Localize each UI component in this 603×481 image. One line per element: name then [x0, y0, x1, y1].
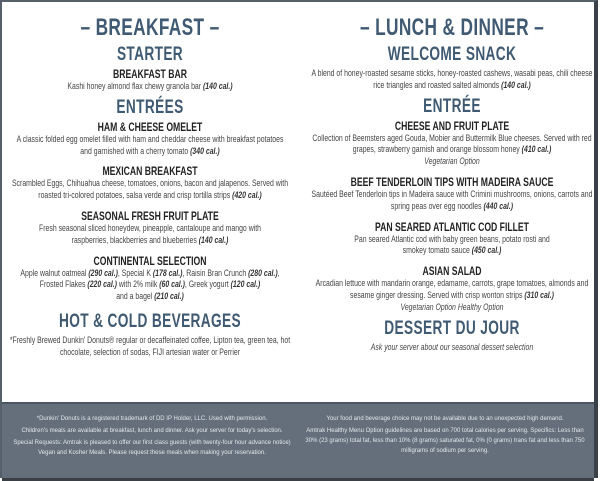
footer-right	[300, 414, 590, 456]
item-desc: Sautéed Beef Tenderloin tips in Madeira sauce with Crimini mushrooms, onions, carrots and spring peas over egg noodles (440 cal.)	[311, 188, 593, 212]
beverages-heading: HOT & COLD BEVERAGES	[58, 310, 242, 332]
lunch-title: – LUNCH & DINNER –	[359, 14, 545, 41]
item-name: PAN SEARED ATLANTIC COD FILLET	[375, 219, 529, 234]
item-desc: Collection of Beemsters aged Gouda, Mobier and Buttermilk Blue cheeses. Served with red grapes, strawberry garnish and orange blossom honey (410 cal.) Vegetarian Option	[312, 132, 592, 168]
welcome-snack-heading: WELCOME SNACK	[387, 44, 517, 65]
item-desc: Apple walnut oatmeal (290 cal.), Special K (178 cal.), Raisin Bran Crunch (280 cal.), Frosted Flakes (220 cal.) with 2% milk (60 cal.), Greek yogurt (120 cal.) and a bagel (210 cal.)	[20, 267, 280, 303]
beverages-desc: *Freshly Brewed Dunkin' Donuts® regular or decaffeinated coffee, Lipton tea, green tea, hot chocolate, selection of sodas, FIJI artesian water or Perrier	[9, 334, 291, 358]
item-desc: Fresh seasonal sliced honeydew, pineapple, cantaloupe and mango with raspberries, blackberries and blueberries (140 cal.)	[39, 222, 261, 246]
item-desc: Pan seared Atlantic cod with baby green beans, potato rosti and smokey tomato sauce (450 cal.)	[354, 233, 550, 257]
item-name: CHEESE AND FRUIT PLATE	[394, 118, 510, 133]
breakfast-bar-name: BREAKFAST BAR	[113, 67, 187, 81]
item-desc: A classic folded egg omelet filled with ham and cheddar cheese with breakfast potatoes and garnished with a cherry tomato (340 cal.)	[16, 133, 284, 157]
item-desc: Arcadian lettuce with mandarin orange, edamame, carrots, grape tomatoes, almonds and sesame ginger dressing. Served with crisp wonton strips (310 cal.) Vegetarian Option Healthy Option	[315, 278, 589, 313]
item-name: HAM & CHEESE OMELET	[97, 119, 203, 134]
item-name: SEASONAL FRESH FRUIT PLATE	[81, 208, 219, 223]
item-desc: Scrambled Eggs, Chihuahua cheese, tomatoes, onions, bacon and jalapenos. Served with roasted tri-colored potatoes, salsa verde and crisp tortilla strips (420 cal.)	[11, 178, 289, 202]
footer-left	[7, 414, 297, 458]
footer-note: Your food and beverage choice may not be available due to an unexpected high demand.	[326, 416, 564, 422]
starter-heading: STARTER	[116, 44, 184, 65]
breakfast-title: – BREAKFAST –	[80, 14, 220, 41]
dessert-desc: Ask your server about our seasonal dessert selection	[370, 341, 534, 353]
footer-note: Children's meals are available at breakfast, lunch and dinner. Ask your server for today's selection.	[21, 428, 283, 434]
breakfast-bar-desc: Kashi honey almond flax chewy granola bar (140 cal.)	[67, 81, 233, 92]
footer-note: *Dunkin' Donuts is a registered trademark of DD IP Holder, LLC. Used with permission.	[36, 416, 268, 422]
item-name: BEEF TENDERLOIN TIPS WITH MADEIRA SAUCE	[350, 174, 554, 189]
item-name: ASIAN SALAD	[422, 264, 482, 279]
snack-desc: A blend of honey-roasted sesame sticks, honey-roasted cashews, wasabi peas, chili cheese rice triangles and roasted salted almonds (140 cal.)	[311, 68, 593, 91]
entree-heading: ENTRÉE	[423, 95, 481, 117]
footer-note: Special Requests: Amtrak is pleased to offer our first class guests (with twenty-four hour advance notice) Vegan and Kosher Meals. Please request these meals when making your reservation.	[13, 440, 291, 456]
lunch-column	[308, 14, 596, 353]
entrees-heading: ENTRÉES	[116, 96, 184, 118]
item-name: MEXICAN BREAKFAST	[102, 164, 198, 179]
footer	[2, 402, 594, 481]
dessert-heading: DESSERT DU JOUR	[384, 317, 520, 339]
breakfast-column	[6, 14, 294, 359]
item-name: CONTINENTAL SELECTION	[93, 253, 207, 268]
footer-note: Amtrak Healthy Menu Option guidelines are based on 700 total calories per serving. Specifics: Less than 30% (23 grams) total fat, less than 10% (8 grams) saturated fat, 0% (0 grams) trans fat and less than 750 milligrams of sodium per serving.	[305, 428, 585, 454]
